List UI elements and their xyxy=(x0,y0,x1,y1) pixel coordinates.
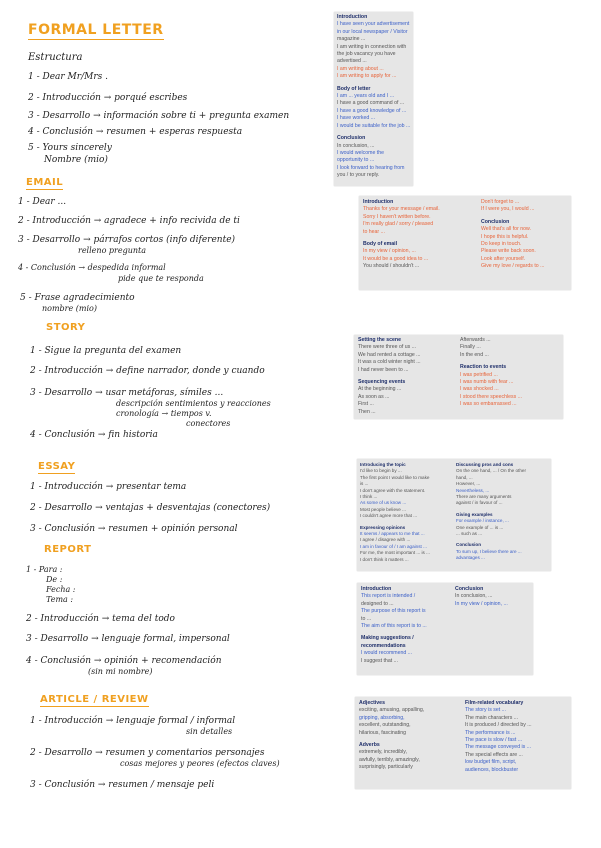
review-item-1b: sin detalles xyxy=(186,727,233,736)
story-item-2: 2 - Introducción → define narrador, donde y cuando xyxy=(30,366,265,376)
report-item-2: 2 - Introducción → tema del todo xyxy=(26,614,175,624)
formal-letter-item-5b: Nombre (mio) xyxy=(44,155,108,165)
report-title: REPORT xyxy=(44,544,92,555)
email-item-5b: nombre (mio) xyxy=(42,304,97,313)
email-item-3b: relleno pregunta xyxy=(78,246,147,255)
report-item-4b: (sin mi nombre) xyxy=(88,667,153,676)
email-item-1: 1 - Dear ... xyxy=(18,197,67,207)
review-item-2: 2 - Desarrollo → resumen y comentarios personajes xyxy=(30,748,265,758)
email-item-5: 5 - Frase agradecimiento xyxy=(20,293,135,303)
review-title: ARTICLE / REVIEW xyxy=(40,694,149,705)
report-item-1c: Fecha : xyxy=(46,585,76,594)
report-item-1d: Tema : xyxy=(46,595,74,604)
review-phrase-card: Adjectives exciting, amusing, appalling, gripping, absorbing, excellent, outstanding, hilarious, fascinating Adverbs extremely, incredibly, awfully, terribly, amazingly, surprisingly, particularly Film-related vocabulary The story is set ... The main characters ... It is produced / directed by ... The performance is ... The pace is slow / fast ... The message conveyed is ... The special effects are ... low budget film, script, audiences, blockbuster xyxy=(355,697,571,789)
essay-phrase-card: Introducing the topic I'd like to begin by ... The first point I would like to make is ... I don't agree with the statement. I think ... As some of us know ... Most people believe ... I couldn't agree more that ... Expressing opinions It seems / appears to me that ... I agree / disagree with ... I am in favour of / I am against ... For me, the most important ... is ... I don't think it matters ... Discussing pros and cons On the one hand, ... / On the other hand, ... However, ... Nevertheless, ... There are many arguments against / in favour of ... Giving examples For example / instance, ... One example of ... is ... ... such as ... Conclusion To sum up, I believe there are ... advantages ... xyxy=(357,459,551,571)
story-item-4: 4 - Conclusión → fin historia xyxy=(30,430,158,440)
story-item-3d: conectores xyxy=(186,419,231,428)
email-item-4: 4 - Conclusión → despedida informal xyxy=(18,263,166,272)
formal-letter-subtitle: Estructura xyxy=(28,52,83,63)
essay-item-2: 2 - Desarrollo → ventajas + desventajas (conectores) xyxy=(30,503,271,513)
report-item-1: 1 - Para : xyxy=(26,565,63,574)
review-item-2b: cosas mejores y peores (efectos claves) xyxy=(120,759,280,768)
essay-title: ESSAY xyxy=(38,461,76,472)
story-title: STORY xyxy=(46,322,86,333)
email-item-3: 3 - Desarrollo → párrafos cortos (info diferente) xyxy=(18,235,236,245)
formal-letter-phrase-card: Introduction I have seen your advertisement in our local newspaper / Visitor magazine ... I am writing in connection with the job vacancy you have advertised ... I am writing about ... I am writing to apply for ... Body of letter I am ... years old and I ... I have a good command of ... I have a good knowledge of ... I have worked ... I would be suitable for the job ... Conclusion In conclusion, ... I would welcome the opportunity to ... I look forward to hearing from you / to your reply. xyxy=(334,12,413,186)
formal-letter-title: FORMAL LETTER xyxy=(28,22,164,38)
story-phrase-card: Setting the scene There were three of us ... We had rented a cottage ... It was a cold winter night ... I had never been to ... Sequencing events At the beginning ... As soon as ... First ... Then ... Afterwards ... Finally ... In the end ... Reaction to events I was petrified ... I was numb with fear ... I was shocked ... I stood there speechless ... I was so embarrassed ... xyxy=(354,335,563,419)
email-item-4b: pide que te responda xyxy=(118,274,204,283)
email-title: EMAIL xyxy=(26,177,64,188)
email-phrase-card: Introduction Thanks for your message / email. Sorry I haven't written before. I'm really glad / sorry / pleased to hear ... Body of email In my view / opinion, ... It would be a good idea to ... You should / shouldn't ... Don't forget to ... If I were you, I would ... Conclusion Well that's all for now. I hope this is helpful. Do keep in touch. Please write back soon. Look after yourself. Give my love / regards to ... xyxy=(359,196,571,290)
essay-item-3: 3 - Conclusión → resumen + opinión personal xyxy=(30,524,238,534)
story-item-3b: descripción sentimientos y reacciones xyxy=(116,399,271,408)
story-item-3c: cronología → tiempos v. xyxy=(116,409,212,418)
report-phrase-card: Introduction This report is intended / designed to ... The purpose of this report is to ... The aim of this report is to ... Making suggestions / recommendations I would recommend ... I suggest that ... Conclusion In conclusion, ... In my view / opinion, ... xyxy=(357,583,533,675)
story-item-3: 3 - Desarrollo → usar metáforas, símiles ... xyxy=(30,388,224,398)
story-item-1: 1 - Sigue la pregunta del examen xyxy=(30,346,182,356)
report-item-3: 3 - Desarrollo → lenguaje formal, impersonal xyxy=(26,634,230,644)
email-item-2: 2 - Introducción → agradece + info recivida de ti xyxy=(18,216,240,226)
review-item-3: 3 - Conclusión → resumen / mensaje peli xyxy=(30,780,215,790)
formal-letter-item-4: 4 - Conclusión → resumen + esperas respuesta xyxy=(28,127,243,137)
formal-letter-item-2: 2 - Introducción → porqué escribes xyxy=(28,93,188,103)
formal-letter-item-5: 5 - Yours sincerely xyxy=(28,143,112,153)
report-item-1b: De : xyxy=(46,575,63,584)
formal-letter-item-1: 1 - Dear Mr/Mrs . xyxy=(28,72,108,82)
report-item-4: 4 - Conclusión → opinión + recomendación xyxy=(26,656,222,666)
review-item-1: 1 - Introducción → lenguaje formal / informal xyxy=(30,716,236,726)
essay-item-1: 1 - Introducción → presentar tema xyxy=(30,482,187,492)
formal-letter-item-3: 3 - Desarrollo → información sobre ti + pregunta examen xyxy=(28,111,290,121)
